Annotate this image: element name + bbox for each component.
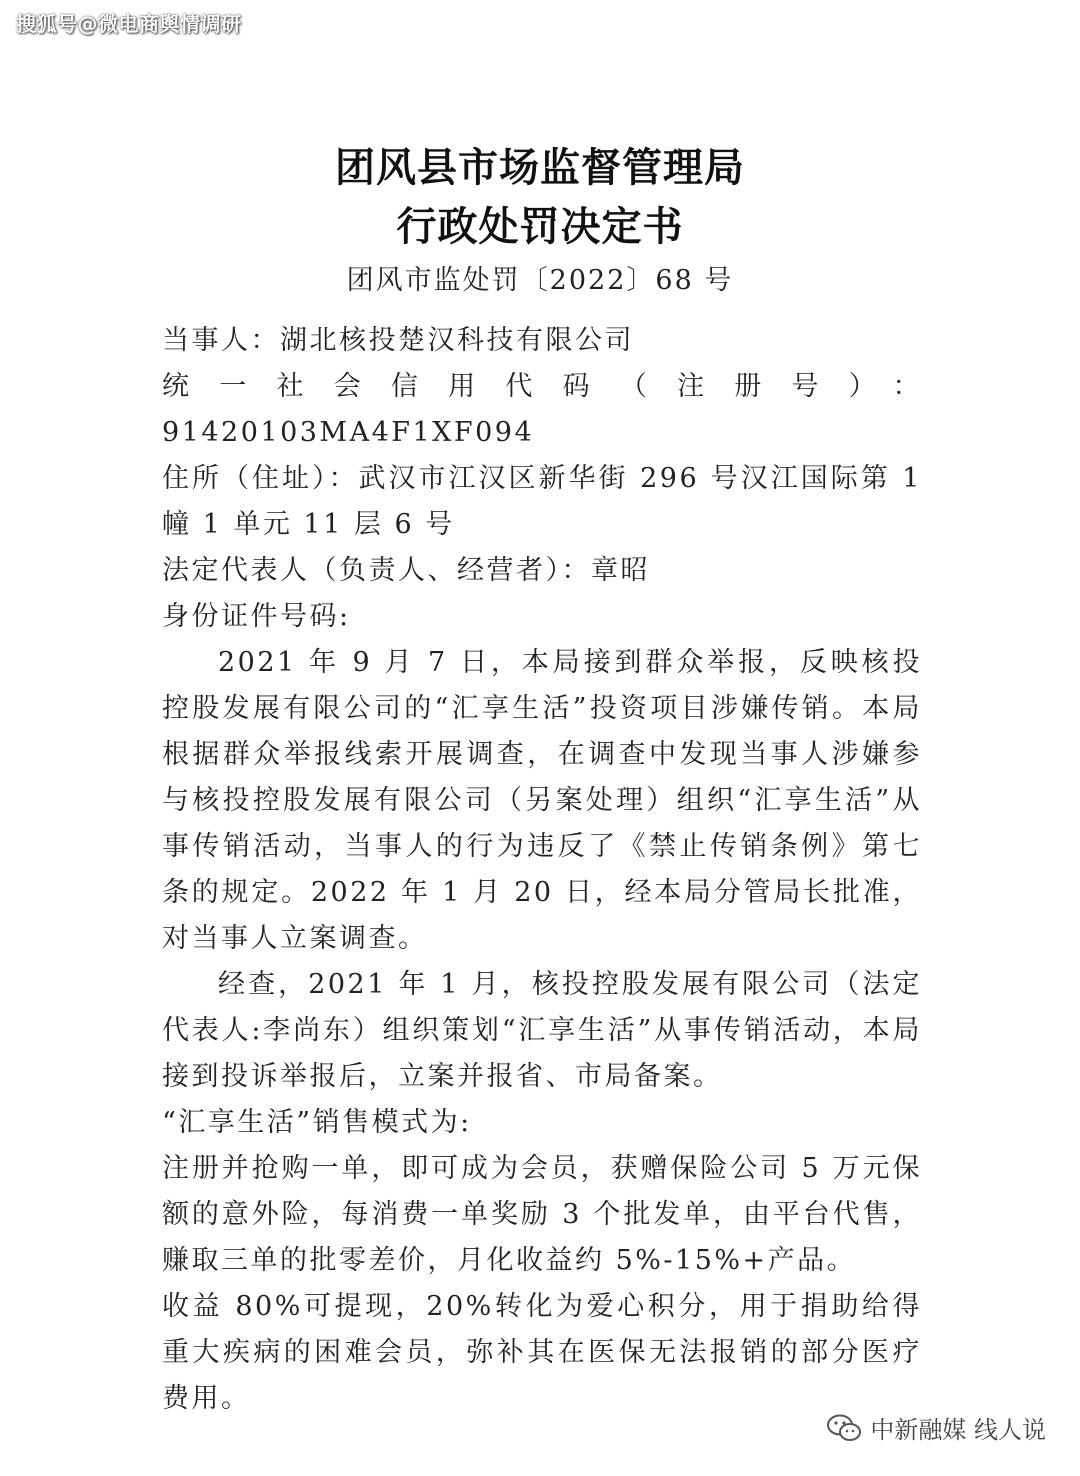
paragraph-case-origin: 2021 年 9 月 7 日，本局接到群众举报，反映核投控股发展有限公司的“汇享生活”投资项目涉嫌传销。本局根据群众举报线索开展调查，在调查中发现当事人涉嫌参与核投控股发展有限公司（另案处理）组织“汇享生活”从事传销活动，当事人的行为违反了《禁止传销条例》第七条的规定。2022 年 1 月 20 日，经本局分管局长批准，对当事人立案调查。: [162, 647, 922, 954]
sales-mode-registration: 注册并抢购一单，即可成为会员，获赠保险公司 5 万元保额的意外险，每消费一单奖励 3 个批发单，由平台代售，赚取三单的批零差价，月化收益约 5%-15%+产品。: [162, 1153, 922, 1276]
paragraph-investigation: 经查，2021 年 1 月，核投控股发展有限公司（法定代表人:李尚东）组织策划“汇享生活”从事传销活动，本局接到投诉举报后，立案并报省、市局备案。: [162, 969, 922, 1092]
document-title-type: 行政处罚决定书: [396, 204, 684, 250]
watermark-top: 搜狐号@微电商舆情调研: [16, 12, 242, 36]
sales-mode-heading: “汇享生活”销售模式为:: [162, 1107, 472, 1138]
legal-representative-line: 法定代表人（负责人、经营者）：章昭: [162, 555, 650, 586]
id-number-line: 身份证件号码:: [162, 601, 351, 632]
party-line: 当事人：湖北核投楚汉科技有限公司: [162, 325, 634, 356]
document-body: [162, 318, 922, 1422]
document-title-authority: 团风县市场监督管理局: [335, 145, 745, 191]
watermark-bottom-text: 中新融媒 线人说: [870, 1416, 1046, 1444]
address-line: 住所（住址）：武汉市江汉区新华街 296 号汉江国际第 1 幢 1 单元 11 层 6 号: [162, 463, 922, 540]
document-number: 团风市监处罚〔2022〕68 号: [346, 265, 734, 296]
watermark-bottom: [826, 1410, 1046, 1445]
wechat-icon: [826, 1413, 862, 1443]
sales-mode-earnings: 收益 80%可提现，20%转化为爱心积分，用于捐助给得重大疾病的困难会员，弥补其在医保无法报销的部分医疗费用。: [162, 1291, 922, 1414]
credit-code-line: 统一社会信用代码（注册号）：91420103MA4F1XF094: [162, 371, 922, 448]
